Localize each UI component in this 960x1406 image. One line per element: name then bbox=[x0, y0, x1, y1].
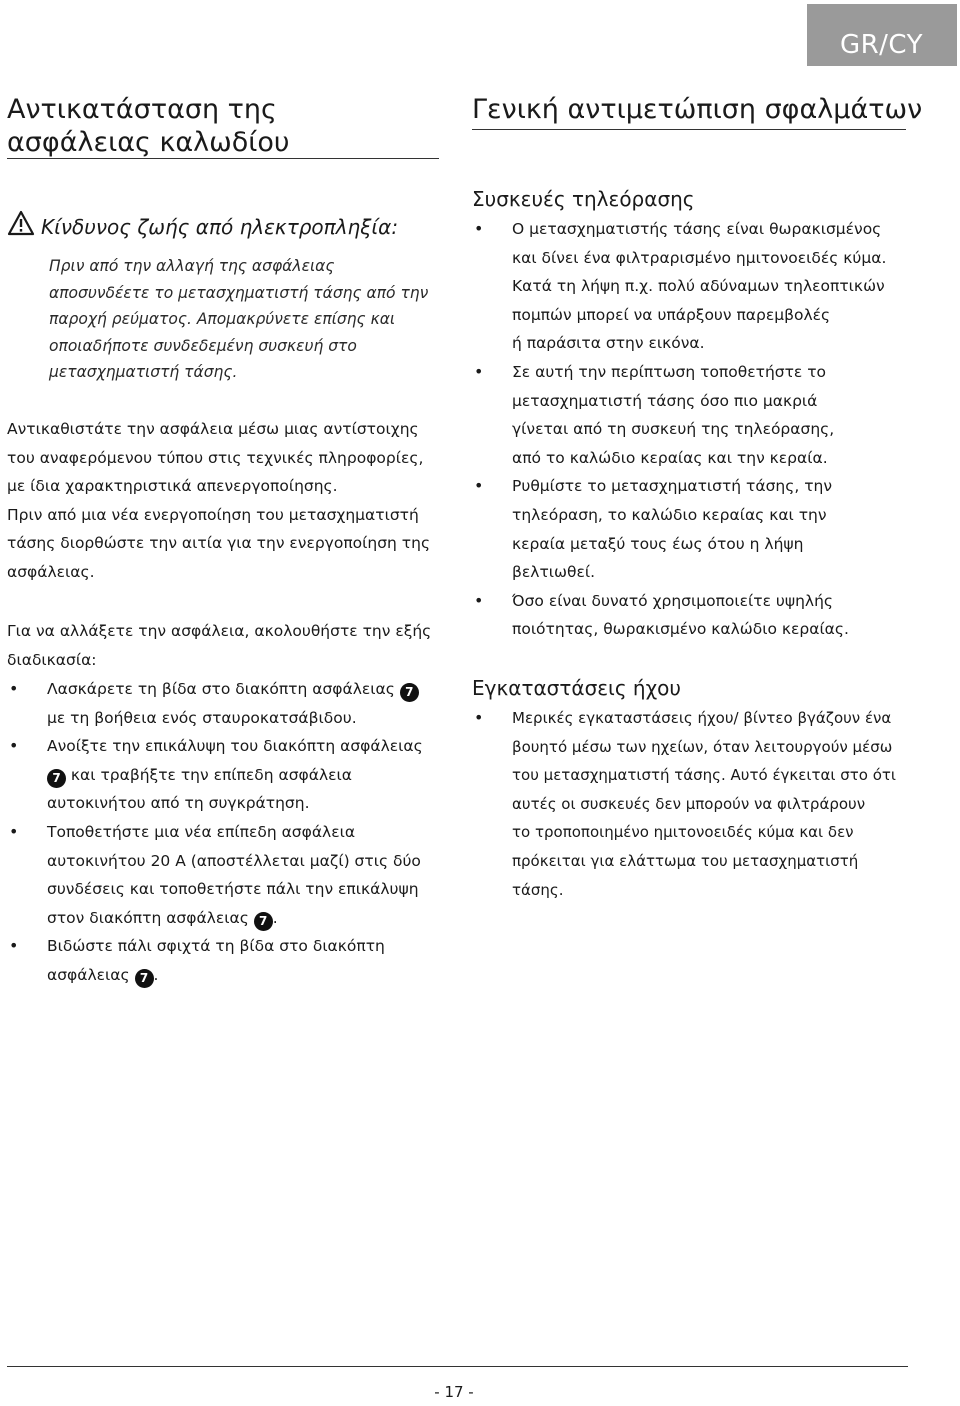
procedure-steps bbox=[7, 675, 447, 990]
step-text: Βιδώστε πάλι σφιχτά τη βίδα στο διακόπτη bbox=[47, 937, 385, 956]
step-text: . bbox=[272, 908, 278, 927]
audio-section bbox=[472, 675, 912, 904]
item-line: το τροποποιημένο ημιτονοειδές κύμα και δεν bbox=[512, 823, 854, 842]
left-title: Αντικατάσταση της ασφάλειας καλωδίου bbox=[7, 94, 290, 158]
body-line: Πριν από μια νέα ενεργοποίηση του μετασχηματιστή bbox=[7, 505, 419, 524]
list-item bbox=[7, 818, 447, 932]
warning-line: οποιαδήποτε συνδεδεμένη συσκευή στο bbox=[49, 336, 357, 355]
step-text: ασφάλειας bbox=[47, 965, 135, 984]
item-line: Σε αυτή την περίπτωση τοποθετήστε το bbox=[512, 362, 827, 381]
list-item bbox=[7, 732, 447, 818]
warning-title: Κίνδυνος ζωής από ηλεκτροπληξία: bbox=[41, 214, 399, 239]
item-line: και δίνει ένα φιλτραρισμένο ημιτονοειδές κύμα. bbox=[512, 248, 887, 267]
fuse-switch-marker-7: 7 bbox=[135, 969, 154, 988]
list-item bbox=[472, 472, 908, 586]
body-line: ασφάλειας. bbox=[7, 562, 95, 581]
item-line: κεραία μεταξύ τους έως ότου η λήψη bbox=[512, 534, 804, 553]
body-line: τάσης διορθώστε την αιτία για την ενεργοποίηση της bbox=[7, 534, 431, 553]
item-line: γίνεται από τη συσκευή της τηλεόρασης, bbox=[512, 420, 835, 439]
procedure-intro bbox=[7, 617, 447, 674]
step-text: συνδέσεις και τοποθετήστε πάλι την επικάλυψη bbox=[47, 880, 419, 899]
body-line: με ίδια χαρακτηριστικά απενεργοποίησης. bbox=[7, 477, 338, 496]
tv-section bbox=[472, 186, 908, 644]
item-line: του μετασχηματιστή τάσης. Αυτό έγκειται στο ότι bbox=[512, 766, 896, 785]
item-line: βουητό μέσω των ηχείων, όταν λειτουργούν μέσω bbox=[512, 737, 893, 756]
list-item bbox=[7, 932, 447, 989]
item-line: από το καλώδιο κεραίας και την κεραία. bbox=[512, 448, 828, 467]
item-line: τηλεόραση, το καλώδιο κεραίας και την bbox=[512, 505, 827, 524]
warning-triangle-icon bbox=[7, 210, 41, 243]
warning-line: μετασχηματιστή τάσης. bbox=[49, 363, 238, 381]
language-tab bbox=[807, 4, 957, 66]
list-item bbox=[472, 587, 908, 644]
tv-section-heading: Συσκευές τηλεόρασης bbox=[472, 187, 695, 211]
item-line: ποιότητας, θωρακισμένο καλώδιο κεραίας. bbox=[512, 620, 849, 639]
item-line: πομπών μπορεί να υπάρξουν παρεμβολές bbox=[512, 305, 831, 324]
step-text: με τη βοήθεια ενός σταυροκατσάβιδου. bbox=[47, 708, 357, 727]
fuse-replacement-paragraph bbox=[7, 415, 447, 587]
warning-title-row bbox=[7, 210, 439, 243]
item-line: Ο μετασχηματιστής τάσης είναι θωρακισμένος bbox=[512, 220, 882, 238]
page-number: - 17 - bbox=[434, 1383, 474, 1401]
body-line: του αναφερόμενου τύπου στις τεχνικές πληροφορίες, bbox=[7, 448, 424, 467]
warning-line: παροχή ρεύματος. Απομακρύνετε επίσης και bbox=[49, 310, 396, 328]
step-text: και τραβήξτε την επίπεδη ασφάλεια bbox=[66, 765, 352, 784]
list-item bbox=[472, 704, 912, 904]
warning-block bbox=[7, 210, 439, 386]
right-title-rule bbox=[472, 129, 906, 130]
body-line: Αντικαθιστάτε την ασφάλεια μέσω μιας αντίστοιχης bbox=[7, 420, 419, 438]
list-item bbox=[472, 215, 908, 358]
body-line: Για να αλλάξετε την ασφάλεια, ακολουθήστε την εξής bbox=[7, 622, 432, 640]
item-line: Ρυθμίστε το μετασχηματιστή τάσης, την bbox=[512, 477, 833, 496]
item-line: Μερικές εγκαταστάσεις ήχου/ βίντεο βγάζουν ένα bbox=[512, 709, 892, 727]
list-item bbox=[472, 358, 908, 472]
tv-section-list bbox=[472, 215, 908, 644]
right-title: Γενική αντιμετώπιση σφαλμάτων bbox=[472, 94, 923, 125]
audio-section-list bbox=[472, 704, 912, 904]
step-text: αυτοκινήτου 20 A (αποστέλλεται μαζί) στις δύο bbox=[47, 851, 421, 870]
footer-rule bbox=[7, 1366, 908, 1367]
audio-section-heading: Εγκαταστάσεις ήχου bbox=[472, 676, 681, 700]
item-line: πρόκειται για ελάττωμα του μετασχηματιστή τάσης. bbox=[512, 851, 859, 899]
item-line: Όσο είναι δυνατό χρησιμοποιείτε υψηλής bbox=[512, 591, 834, 610]
left-title-rule bbox=[7, 158, 439, 159]
list-item bbox=[7, 675, 447, 732]
fuse-switch-marker-7: 7 bbox=[47, 769, 66, 788]
language-tab-label: GR/CY bbox=[839, 30, 923, 60]
fuse-switch-marker-7: 7 bbox=[254, 912, 273, 931]
warning-line: Πριν από την αλλαγή της ασφάλειας bbox=[49, 257, 335, 275]
step-text: στον διακόπτη ασφάλειας bbox=[47, 908, 254, 927]
item-line: ή παράσιτα στην εικόνα. bbox=[512, 334, 705, 353]
step-text: . bbox=[153, 965, 159, 984]
item-line: αυτές οι συσκευές δεν μπορούν να φιλτράρουν bbox=[512, 794, 866, 813]
step-text: αυτοκινήτου από τη συγκράτηση. bbox=[47, 794, 310, 813]
warning-line: αποσυνδέετε το μετασχηματιστή τάσης από την bbox=[49, 283, 429, 302]
body-line: διαδικασία: bbox=[7, 650, 97, 669]
item-line: μετασχηματιστή τάσης όσο πιο μακριά bbox=[512, 391, 818, 410]
step-text: Ανοίξτε την επικάλυψη του διακόπτη ασφάλειας bbox=[47, 737, 423, 756]
fuse-switch-marker-7: 7 bbox=[400, 683, 419, 702]
step-text: Λασκάρετε τη βίδα στο διακόπτη ασφάλειας bbox=[47, 680, 400, 698]
item-line: βελτιωθεί. bbox=[512, 563, 596, 582]
step-text: Τοποθετήστε μια νέα επίπεδη ασφάλεια bbox=[47, 822, 356, 841]
item-line: Κατά τη λήψη π.χ. πολύ αδύναμων τηλεοπτικών bbox=[512, 277, 885, 296]
